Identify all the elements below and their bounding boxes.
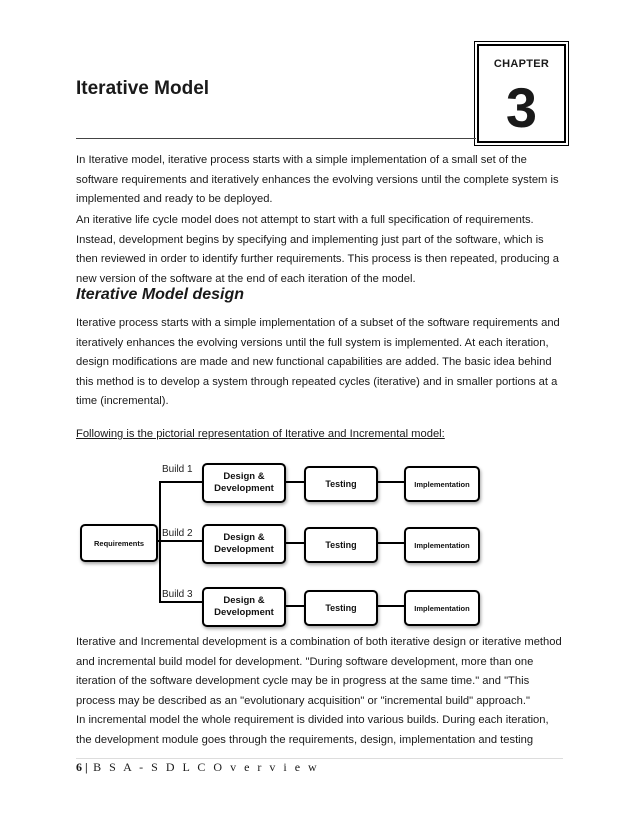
section-heading: Iterative Model design xyxy=(76,286,245,303)
chapter-box xyxy=(477,44,566,143)
chapter-label: CHAPTER xyxy=(493,58,550,70)
connector-line xyxy=(374,481,404,483)
page-number: 6 | xyxy=(76,760,88,774)
build-1-implementation-box: Implementation xyxy=(404,466,480,502)
build-1-label: Build 1 xyxy=(162,464,193,475)
build-3-design-box: Design & Development xyxy=(202,587,286,627)
build-2-implementation-box: Implementation xyxy=(404,527,480,563)
build-1-design-box: Design & Development xyxy=(202,463,286,503)
build-2-design-box: Design & Development xyxy=(202,524,286,564)
requirements-box: Requirements xyxy=(80,524,158,562)
footer-text: B S A - S D L C O v e r v i e w xyxy=(93,760,320,774)
lifecycle-paragraph: An iterative life cycle model does not attempt to start with a full specification of requirements. Instead, development begins by specifying and implementing just part of the software, which is then reviewed in order to identify further requirements. This process is then repeated, producing a new version of the software at the end of each iteration of the model. xyxy=(76,214,559,285)
build-2-testing-box: Testing xyxy=(304,527,378,563)
connector-line xyxy=(374,605,404,607)
chapter-number: 3 xyxy=(505,76,538,139)
build-2-label: Build 2 xyxy=(162,528,193,539)
connector-line xyxy=(374,542,404,544)
title-divider xyxy=(76,138,476,139)
diagram-caption: Following is the pictorial representation of Iterative and Incremental model: xyxy=(76,428,445,440)
build-3-label: Build 3 xyxy=(162,589,193,600)
page-footer xyxy=(76,760,319,775)
page-title: Iterative Model xyxy=(76,78,210,99)
incremental-paragraph: Iterative and Incremental development is a combination of both iterative design or iterative method and incremental build model for development. "During software development, more than one iteration of the software development cycle may be in progress at the same time." and "This process may be described as an "evolutionary acquisition" or "incremental build" approach." xyxy=(76,636,562,707)
build-3-implementation-box: Implementation xyxy=(404,590,480,626)
design-paragraph: Iterative process starts with a simple implementation of a subset of the software requirements and iteratively enhances the evolving versions until the full system is implemented. At each iteration, design modifications are made and new functional capabilities are added. The basic idea behind this method is to develop a system through repeated cycles (iterative) and in smaller portions at a time (incremental). xyxy=(76,317,560,408)
iterative-model-diagram xyxy=(76,458,506,628)
builds-paragraph: In incremental model the whole requirement is divided into various builds. During each iteration, the development module goes through the requirements, design, implementation and testing xyxy=(76,714,549,746)
connector-line xyxy=(159,540,202,542)
connector-line xyxy=(159,601,202,603)
connector-line xyxy=(159,481,202,483)
build-3-testing-box: Testing xyxy=(304,590,378,626)
build-1-testing-box: Testing xyxy=(304,466,378,502)
footer-divider xyxy=(76,758,563,759)
intro-paragraph: In Iterative model, iterative process starts with a simple implementation of a small set of the software requirements and iteratively enhances the evolving versions until the complete system is implemented and ready to be deployed. xyxy=(76,154,559,206)
